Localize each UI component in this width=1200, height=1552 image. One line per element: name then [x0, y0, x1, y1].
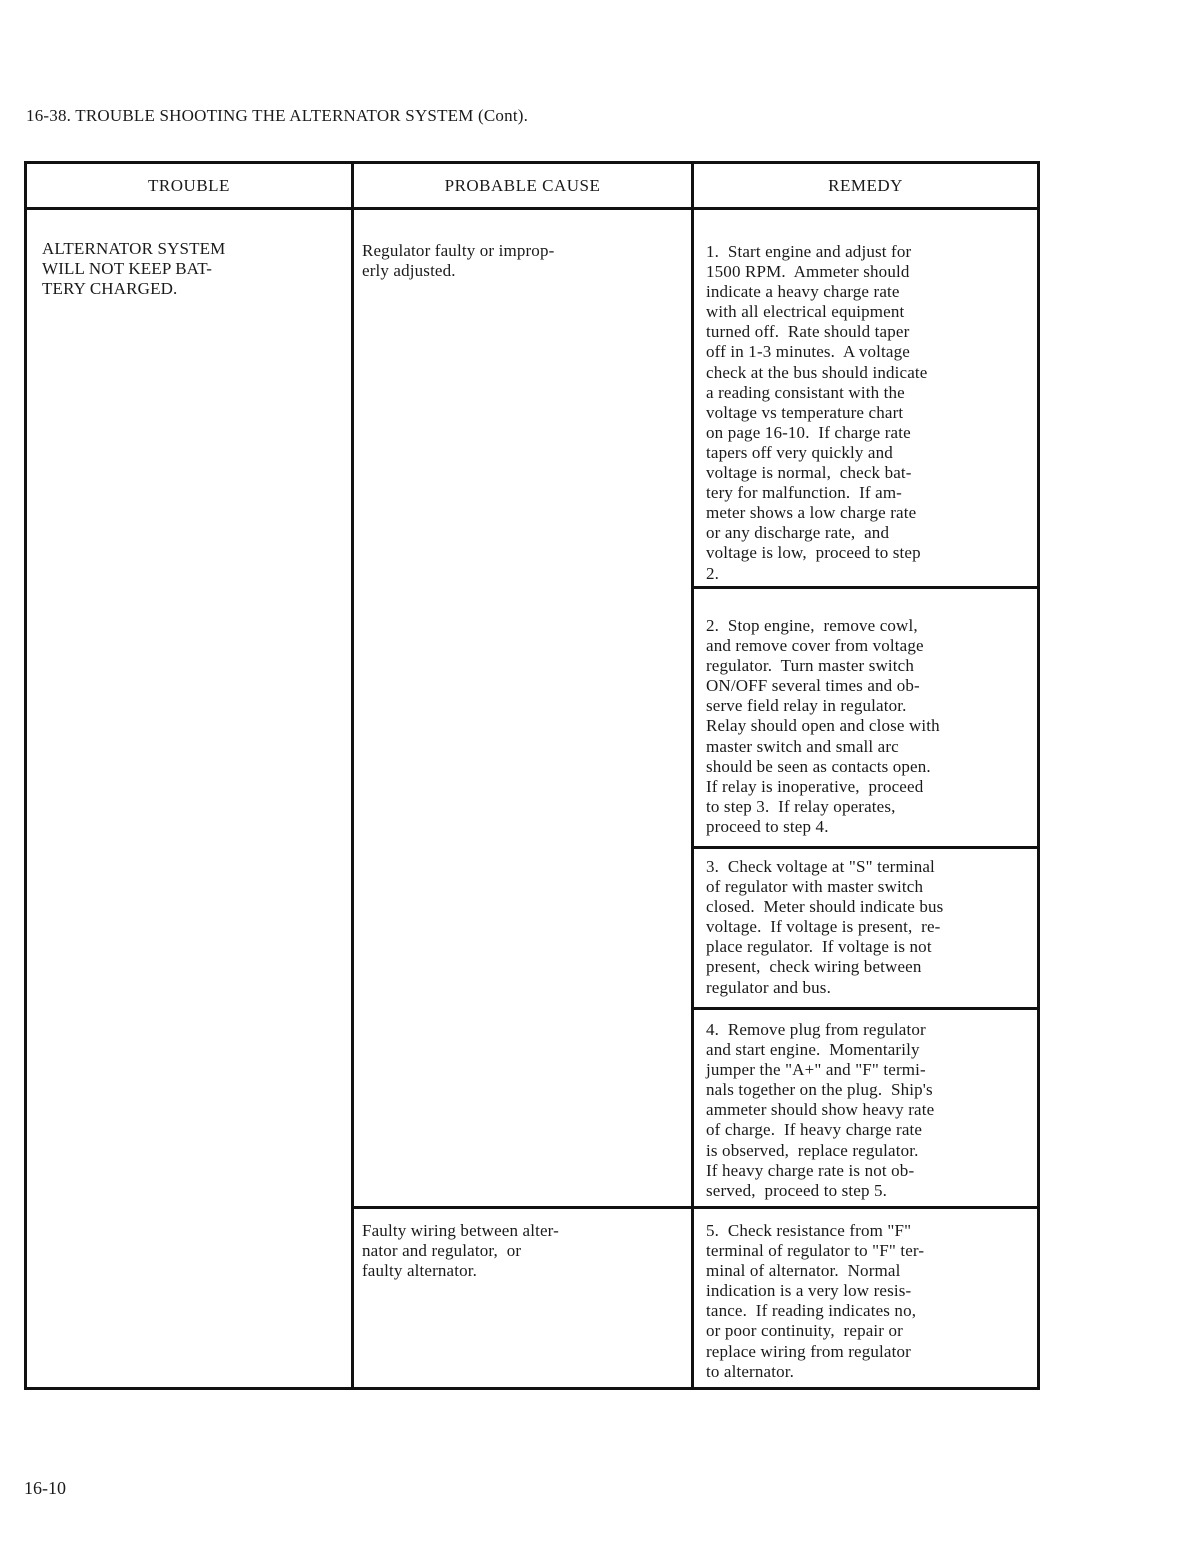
- column-divider: [351, 164, 354, 1387]
- header-divider: [27, 207, 1037, 210]
- column-divider: [691, 164, 694, 1387]
- troubleshooting-table: [24, 161, 1040, 1390]
- remedy-divider: [691, 846, 1037, 849]
- remedy-divider: [691, 1007, 1037, 1010]
- page-number: 16-10: [24, 1478, 66, 1498]
- remedy-step-5: 5. Check resistance from "F" terminal of regulator to "F" ter- minal of alternator. Normal indication is a very low resis- tance. If reading indicates no, or poor continuity, repair or replace wiring from regulator to alternator.: [706, 1221, 925, 1381]
- trouble-text: ALTERNATOR SYSTEM WILL NOT KEEP BAT- TERY CHARGED.: [42, 239, 226, 299]
- remedy-step-1: 1. Start engine and adjust for 1500 RPM. Ammeter should indicate a heavy charge rate with all electrical equipment turned off. Rate should taper off in 1-3 minutes. A voltage check at the bus should indicate a reading consistant with the voltage vs temperature chart on page 16-10. If charge rate tapers off very quickly and voltage is normal, check bat- tery for malfunction. If am- meter shows a low charge rate or any discharge rate, and voltage is low, proceed to step 2.: [706, 242, 928, 583]
- cause-divider: [351, 1206, 1037, 1209]
- remedy-step-3: 3. Check voltage at "S" terminal of regulator with master switch closed. Meter should indicate bus voltage. If voltage is present, re- place regulator. If voltage is not present, check wiring between regulator and bus.: [706, 857, 944, 997]
- header-trouble: TROUBLE: [148, 176, 230, 195]
- cause-text: Faulty wiring between alter- nator and regulator, or faulty alternator.: [362, 1221, 559, 1281]
- remedy-step-4: 4. Remove plug from regulator and start engine. Momentarily jumper the "A+" and "F" termi- nals together on the plug. Ship's ammeter should show heavy rate of charge. If heavy charge rate is observed, replace regulator. If heavy charge rate is not ob- served, proceed to step 5.: [706, 1020, 935, 1200]
- remedy-divider: [691, 586, 1037, 589]
- cause-text: Regulator faulty or improp- erly adjusted.: [362, 241, 555, 281]
- section-heading: 16-38. TROUBLE SHOOTING THE ALTERNATOR SYSTEM (Cont).: [26, 106, 529, 125]
- remedy-step-2: 2. Stop engine, remove cowl, and remove cover from voltage regulator. Turn master switch ON/OFF several times and ob- serve field relay in regulator. Relay should open and close with master switch and small arc should be seen as contacts open. If relay is inoperative, proceed to step 3. If relay operates, proceed to step 4.: [706, 616, 940, 836]
- header-remedy: REMEDY: [828, 176, 903, 195]
- header-probable-cause: PROBABLE CAUSE: [444, 176, 601, 195]
